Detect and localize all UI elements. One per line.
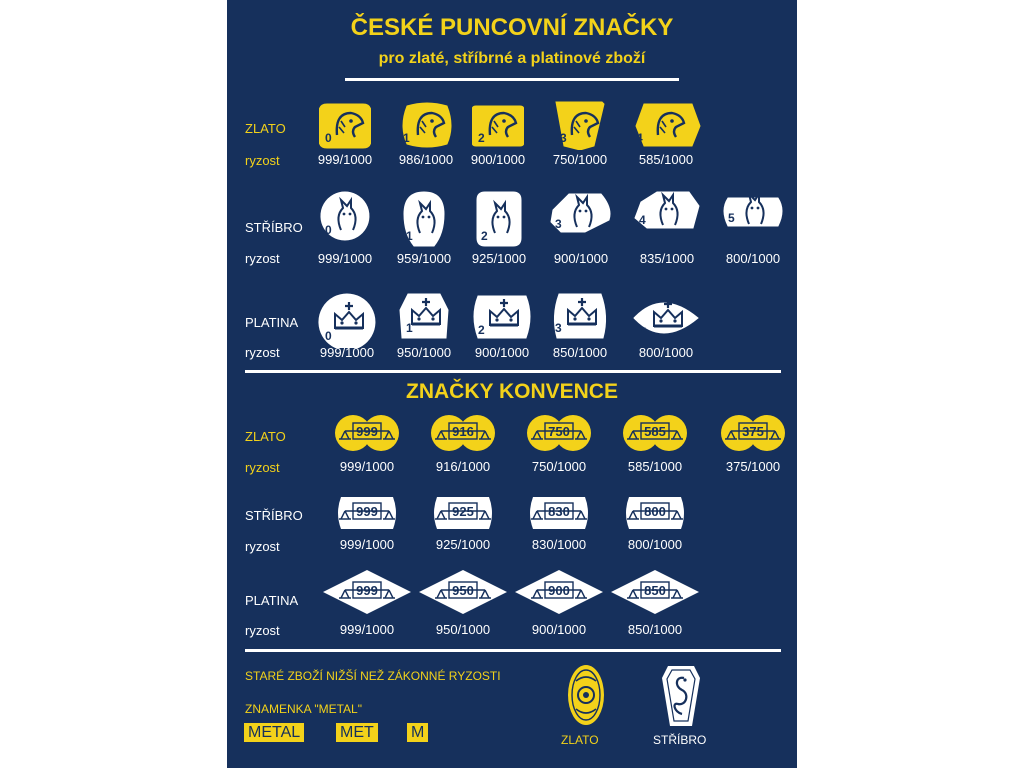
convention-gold-fineness-value: 585/1000 [627, 459, 683, 474]
convention-platinum-mark-icon [611, 570, 699, 614]
svg-text:950: 950 [452, 583, 474, 598]
old-silver-mark-icon [660, 664, 702, 728]
czech-platinum-fineness-value: 850/1000 [552, 345, 608, 360]
svg-text:850: 850 [644, 583, 666, 598]
platinum-label: PLATINA [245, 315, 299, 330]
conv-silver-fineness-label: ryzost [245, 539, 280, 554]
conv-gold-label: ZLATO [245, 429, 286, 444]
svg-text:0: 0 [325, 329, 332, 343]
svg-text:4: 4 [639, 213, 646, 227]
convention-gold-fineness-value: 916/1000 [435, 459, 491, 474]
svg-text:999: 999 [356, 504, 378, 519]
svg-text:916: 916 [452, 424, 474, 439]
czech-platinum-fineness-value: 900/1000 [474, 345, 530, 360]
svg-text:3: 3 [560, 131, 567, 145]
hallmark-poster [227, 0, 797, 768]
czech-platinum-mark-icon [547, 292, 613, 340]
svg-text:999: 999 [356, 424, 378, 439]
svg-text:999: 999 [356, 583, 378, 598]
svg-text:1: 1 [403, 131, 410, 145]
czech-silver-fineness-value: 800/1000 [725, 251, 781, 266]
czech-silver-mark-icon [722, 190, 784, 230]
czech-platinum-mark-icon [470, 292, 534, 342]
metal-sign-m: M [407, 723, 428, 742]
convention-gold-mark-icon [721, 415, 785, 451]
svg-text:800: 800 [644, 504, 666, 519]
czech-platinum-mark-icon [632, 292, 700, 344]
czech-silver-mark-icon [400, 190, 448, 248]
section-divider-1 [245, 370, 781, 373]
czech-gold-fineness-value: 999/1000 [317, 152, 373, 167]
czech-gold-mark-icon [554, 100, 606, 150]
convention-gold-fineness-value: 375/1000 [725, 459, 781, 474]
convention-platinum-mark-icon [515, 570, 603, 614]
convention-silver-mark-icon [527, 495, 591, 531]
czech-platinum-fineness-value: 999/1000 [319, 345, 375, 360]
czech-gold-mark-icon [319, 100, 371, 150]
conv-platinum-label: PLATINA [245, 593, 299, 608]
czech-gold-fineness-value: 986/1000 [398, 152, 454, 167]
old-silver-caption: STŘÍBRO [653, 733, 707, 747]
svg-text:830: 830 [548, 504, 570, 519]
conv-silver-label: STŘÍBRO [245, 508, 303, 523]
convention-silver-mark-icon [431, 495, 495, 531]
svg-text:750: 750 [548, 424, 570, 439]
czech-gold-mark-icon [472, 100, 524, 150]
czech-gold-fineness-value: 900/1000 [470, 152, 526, 167]
convention-gold-mark-icon [335, 415, 399, 451]
convention-platinum-fineness-value: 850/1000 [627, 622, 683, 637]
conv-platinum-fineness-label: ryzost [245, 623, 280, 638]
metal-sign-met: MET [336, 723, 378, 742]
czech-platinum-fineness-value: 950/1000 [396, 345, 452, 360]
svg-text:4: 4 [636, 131, 643, 145]
czech-silver-mark-icon [549, 190, 613, 236]
czech-gold-fineness-value: 585/1000 [638, 152, 694, 167]
section-divider-2 [245, 649, 781, 652]
svg-text:585: 585 [644, 424, 666, 439]
silver-fineness-label: ryzost [245, 251, 280, 266]
czech-platinum-mark-icon [317, 292, 377, 348]
convention-silver-fineness-value: 925/1000 [435, 537, 491, 552]
svg-text:0: 0 [325, 131, 332, 145]
czech-platinum-mark-icon [398, 292, 450, 340]
convention-platinum-fineness-value: 950/1000 [435, 622, 491, 637]
czech-silver-mark-icon [633, 190, 701, 232]
czech-silver-fineness-value: 925/1000 [471, 251, 527, 266]
svg-text:3: 3 [555, 321, 562, 335]
gold-fineness-label: ryzost [245, 153, 280, 168]
czech-silver-mark-icon [319, 190, 371, 242]
convention-platinum-fineness-value: 900/1000 [531, 622, 587, 637]
czech-platinum-fineness-value: 800/1000 [638, 345, 694, 360]
silver-label: STŘÍBRO [245, 220, 303, 235]
convention-silver-fineness-value: 999/1000 [339, 537, 395, 552]
old-goods-heading: STARÉ ZBOŽÍ NIŽŠÍ NEŽ ZÁKONNÉ RYZOSTI [245, 669, 501, 683]
czech-gold-fineness-value: 750/1000 [552, 152, 608, 167]
svg-text:900: 900 [548, 583, 570, 598]
conventions-title: ZNAČKY KONVENCE [406, 380, 618, 403]
czech-silver-fineness-value: 999/1000 [317, 251, 373, 266]
old-gold-mark-icon [566, 663, 606, 727]
svg-text:3: 3 [555, 217, 562, 231]
gold-label: ZLATO [245, 121, 286, 136]
czech-silver-fineness-value: 835/1000 [639, 251, 695, 266]
convention-platinum-mark-icon [419, 570, 507, 614]
poster-title: ČESKÉ PUNCOVNÍ ZNAČKY [350, 14, 674, 41]
convention-silver-mark-icon [335, 495, 399, 531]
convention-gold-mark-icon [527, 415, 591, 451]
convention-gold-fineness-value: 999/1000 [339, 459, 395, 474]
poster-subtitle: pro zlaté, stříbrné a platinové zboží [378, 50, 646, 67]
czech-silver-fineness-value: 900/1000 [553, 251, 609, 266]
convention-gold-mark-icon [623, 415, 687, 451]
czech-gold-mark-icon [630, 100, 702, 150]
svg-text:2: 2 [481, 229, 488, 243]
svg-text:2: 2 [478, 131, 485, 145]
svg-text:375: 375 [742, 424, 764, 439]
svg-text:2: 2 [478, 323, 485, 337]
svg-text:1: 1 [406, 229, 413, 243]
czech-gold-mark-icon [397, 100, 455, 150]
svg-text:0: 0 [325, 223, 332, 237]
title-divider [345, 78, 679, 81]
convention-gold-mark-icon [431, 415, 495, 451]
convention-platinum-mark-icon [323, 570, 411, 614]
czech-silver-mark-icon [475, 190, 523, 248]
convention-silver-mark-icon [623, 495, 687, 531]
czech-silver-fineness-value: 959/1000 [396, 251, 452, 266]
convention-silver-fineness-value: 800/1000 [627, 537, 683, 552]
metal-sign-metal: METAL [244, 723, 304, 742]
convention-platinum-fineness-value: 999/1000 [339, 622, 395, 637]
platinum-fineness-label: ryzost [245, 345, 280, 360]
convention-gold-fineness-value: 750/1000 [531, 459, 587, 474]
convention-silver-fineness-value: 830/1000 [531, 537, 587, 552]
svg-text:4: 4 [640, 325, 647, 339]
old-gold-caption: ZLATO [561, 733, 599, 747]
metal-sign-label: ZNAMENKA "METAL" [245, 702, 362, 716]
svg-text:5: 5 [728, 211, 735, 225]
svg-text:925: 925 [452, 504, 474, 519]
svg-text:1: 1 [406, 321, 413, 335]
conv-gold-fineness-label: ryzost [245, 460, 280, 475]
